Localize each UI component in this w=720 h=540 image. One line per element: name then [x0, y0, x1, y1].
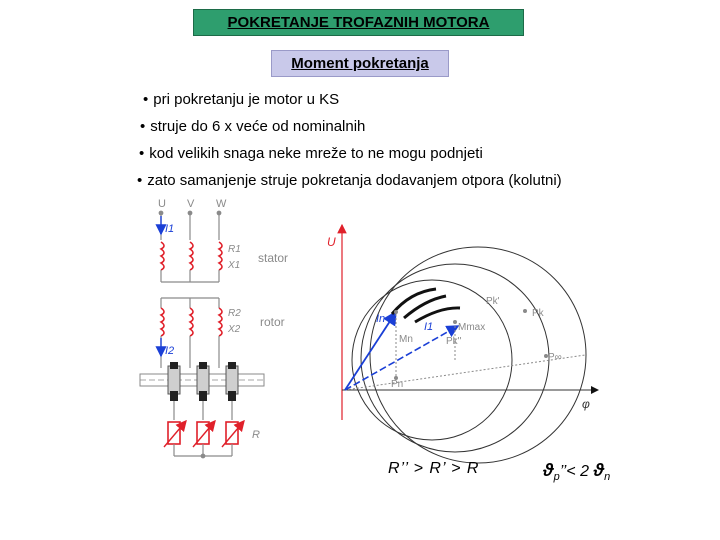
relation-middle: ’’< 2: [559, 463, 589, 480]
i1-vector-label: I1: [424, 321, 434, 333]
torque-arcs: [392, 289, 460, 322]
stator-coils: [161, 242, 222, 270]
u-axis-label: U: [327, 235, 336, 249]
phase-u-label: U: [158, 198, 166, 210]
in-label: In: [376, 313, 386, 325]
phase-w-label: W: [216, 198, 227, 210]
mn-label: Mn: [399, 334, 413, 345]
rotor-r-label: R2: [228, 308, 241, 319]
phi-axis-label: φ: [582, 397, 590, 411]
bullet-item: • kod velikih snaga neke mreže to ne mogu podnjeti: [139, 140, 562, 167]
pk-label: Pk: [532, 308, 544, 319]
stator-x-label: X1: [228, 260, 241, 271]
rotor-coils: [161, 308, 222, 336]
resistance-relation: R’’ > R’ > R: [388, 460, 480, 477]
starting-resistors: [164, 421, 244, 447]
pn-label: Pn: [391, 379, 404, 390]
resistor-label: R: [252, 429, 260, 441]
slip-ring-shaft: [140, 362, 264, 401]
rotor-label: rotor: [260, 315, 285, 329]
circle-diagram: [327, 225, 598, 463]
i1-label: I1: [165, 223, 175, 235]
p-inf-label: P∞: [548, 352, 562, 363]
theta-sub-n: n: [604, 471, 611, 484]
i2-label: I2: [165, 345, 175, 357]
phase-v-label: V: [187, 198, 195, 210]
bullet-item: • pri pokretanju je motor u KS: [143, 86, 562, 113]
theta-sub-p: p: [553, 471, 560, 484]
main-title: POKRETANJE TROFAZNIH MOTORA: [227, 14, 490, 31]
bullet-item: • zato samanjenje struje pokretanja dodavanjem otpora (kolutni): [137, 167, 562, 194]
motor-circuit: [140, 198, 288, 458]
stator-r-label: R1: [228, 244, 241, 255]
mmax-label: Mmax: [458, 322, 486, 333]
temperature-relation: [543, 460, 610, 483]
pk-double-prime-label: Pk'': [446, 336, 462, 347]
theta-symbol: ϑ: [543, 460, 554, 480]
bullet-item: • struje do 6 x veće od nominalnih: [140, 113, 562, 140]
stator-label: stator: [258, 251, 289, 265]
subtitle: Moment pokretanja: [291, 55, 429, 72]
theta-symbol-2: ϑ: [593, 460, 605, 480]
rotor-x-label: X2: [228, 324, 241, 335]
pk-prime-label: Pk': [486, 296, 500, 307]
